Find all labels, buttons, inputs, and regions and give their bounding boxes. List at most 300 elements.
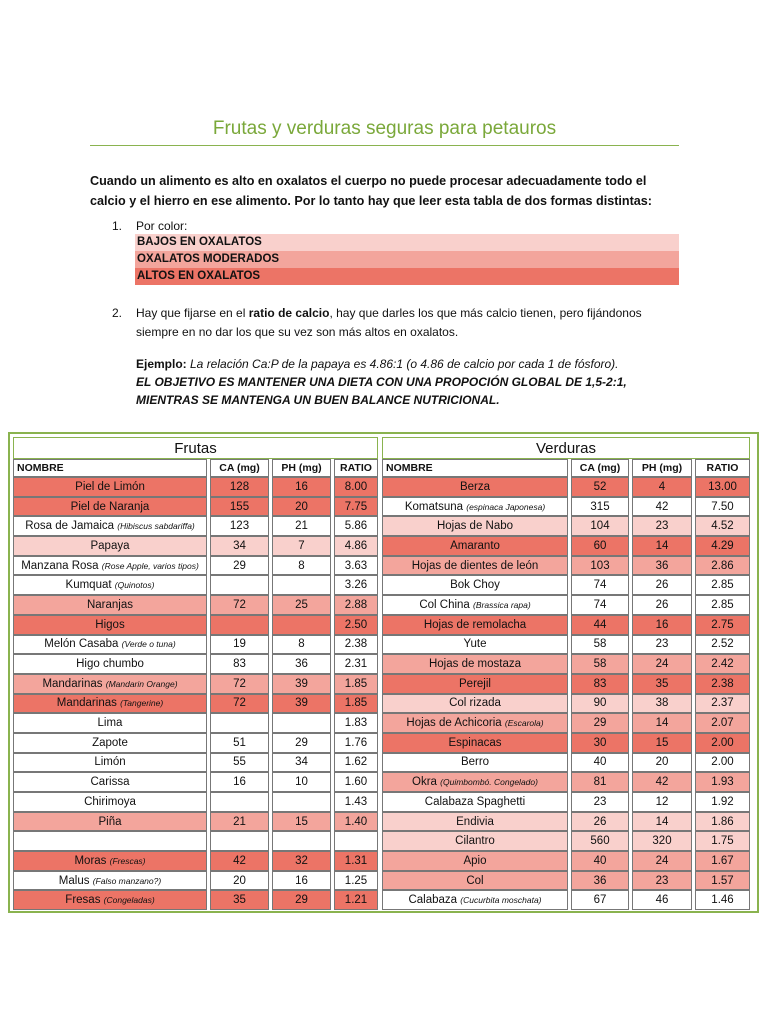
row-ratio: 2.52 [695, 635, 750, 655]
table-row [382, 831, 750, 851]
row-name-cell [13, 694, 207, 714]
row-ca: 44 [571, 615, 629, 635]
row-scientific-note: (Cucurbita moschata) [460, 895, 542, 906]
row-ca: 67 [571, 890, 629, 910]
row-ratio: 1.57 [695, 871, 750, 891]
row-name: Higo chumbo [76, 658, 144, 671]
row-ca: 72 [210, 595, 269, 615]
row-name-cell [382, 516, 568, 536]
row-name-cell [382, 890, 568, 910]
row-name-cell [382, 595, 568, 615]
ratio-text-pre: Hay que fijarse en el [136, 306, 249, 320]
row-name: Zapote [92, 736, 128, 749]
table-row [382, 713, 750, 733]
row-ph: 23 [632, 516, 692, 536]
row-ratio: 2.50 [334, 615, 378, 635]
row-ratio: 8.00 [334, 477, 378, 497]
table-row [13, 812, 378, 832]
col-header-ph: PH (mg) [272, 459, 331, 477]
row-name: Calabaza Spaghetti [424, 795, 526, 808]
row-name-cell [382, 792, 568, 812]
row-ca: 123 [210, 516, 269, 536]
table-row [382, 694, 750, 714]
table-row [13, 615, 378, 635]
row-ph: 42 [632, 772, 692, 792]
row-ph: 8 [272, 635, 331, 655]
table-row [382, 753, 750, 773]
row-ca: 72 [210, 694, 269, 714]
row-name-cell [382, 556, 568, 576]
row-scientific-note: (Falso manzano?) [92, 875, 162, 886]
row-name: Papaya [90, 539, 130, 552]
row-ph: 32 [272, 851, 331, 871]
table-row [13, 733, 378, 753]
row-name: Bok Choy [450, 579, 500, 592]
row-ratio: 2.38 [695, 674, 750, 694]
row-ratio: 1.40 [334, 812, 378, 832]
row-scientific-note: (Frescas) [109, 855, 146, 866]
row-ca [210, 615, 269, 635]
row-ca [210, 713, 269, 733]
row-ratio: 4.29 [695, 536, 750, 556]
table-row [382, 871, 750, 891]
row-ca: 26 [571, 812, 629, 832]
row-name: Moras [74, 854, 107, 867]
table-row [382, 772, 750, 792]
row-name-cell [13, 654, 207, 674]
row-ph: 14 [632, 713, 692, 733]
table-row [382, 516, 750, 536]
row-ratio: 2.38 [334, 635, 378, 655]
row-scientific-note: (espinaca Japonesa) [466, 501, 546, 512]
row-ca: 74 [571, 575, 629, 595]
row-name: Calabaza [408, 894, 458, 907]
row-ca: 36 [571, 871, 629, 891]
row-ratio: 1.76 [334, 733, 378, 753]
row-ph: 42 [632, 497, 692, 517]
row-ca: 34 [210, 536, 269, 556]
row-ratio: 1.86 [695, 812, 750, 832]
row-ph: 36 [632, 556, 692, 576]
row-name-cell [13, 477, 207, 497]
table-row [13, 654, 378, 674]
row-ratio: 2.75 [695, 615, 750, 635]
row-ratio: 1.31 [334, 851, 378, 871]
row-name-cell [382, 831, 568, 851]
row-name-cell [382, 713, 568, 733]
table-row [13, 792, 378, 812]
table-row [13, 831, 378, 851]
table-row [13, 575, 378, 595]
row-name-cell [382, 733, 568, 753]
row-ca: 51 [210, 733, 269, 753]
row-ratio: 1.60 [334, 772, 378, 792]
example-label: Ejemplo: [136, 357, 187, 371]
row-name-cell [13, 713, 207, 733]
row-name-cell [382, 635, 568, 655]
row-name: Cilantro [455, 835, 495, 848]
row-ratio: 1.92 [695, 792, 750, 812]
row-ca: 103 [571, 556, 629, 576]
row-name: Col China [419, 598, 470, 611]
table-row [13, 477, 378, 497]
color-legend [135, 234, 679, 285]
row-name: Chirimoya [84, 795, 136, 808]
table-row [13, 871, 378, 891]
row-name: Col [466, 874, 484, 887]
table-row [13, 851, 378, 871]
row-name-cell [13, 871, 207, 891]
row-ca: 72 [210, 674, 269, 694]
row-ca: 315 [571, 497, 629, 517]
row-ratio: 1.75 [695, 831, 750, 851]
row-ca: 19 [210, 635, 269, 655]
row-ph: 15 [272, 812, 331, 832]
row-name-cell [13, 674, 207, 694]
row-name: Higos [95, 618, 125, 631]
table-row [382, 890, 750, 910]
row-ph: 20 [272, 497, 331, 517]
table-row [382, 674, 750, 694]
row-ratio [334, 831, 378, 851]
col-header-ph: PH (mg) [632, 459, 692, 477]
row-scientific-note: (Hibiscus sabdariffa) [117, 521, 195, 532]
row-ratio: 1.83 [334, 713, 378, 733]
row-ph: 26 [632, 575, 692, 595]
row-ca: 55 [210, 753, 269, 773]
row-ratio: 3.26 [334, 575, 378, 595]
legend-low-oxalates: BAJOS EN OXALATOS [135, 234, 679, 251]
table-row [382, 477, 750, 497]
table-row [382, 536, 750, 556]
row-ca [210, 575, 269, 595]
row-scientific-note: (Quinotos) [114, 580, 155, 591]
row-name-cell [13, 556, 207, 576]
row-ca: 104 [571, 516, 629, 536]
row-ratio: 1.85 [334, 674, 378, 694]
row-ratio: 1.25 [334, 871, 378, 891]
table-row [13, 674, 378, 694]
table-row [13, 595, 378, 615]
row-name: Endivia [456, 815, 494, 828]
row-name: Kumquat [65, 579, 112, 592]
row-name: Hojas de dientes de león [411, 559, 539, 572]
row-scientific-note: (Congeladas) [103, 895, 155, 906]
row-ca: 155 [210, 497, 269, 517]
row-name: Piña [98, 815, 122, 828]
row-ca: 83 [210, 654, 269, 674]
row-ratio: 1.62 [334, 753, 378, 773]
frutas-title: Frutas [13, 437, 378, 459]
row-ph: 39 [272, 694, 331, 714]
row-ph: 46 [632, 890, 692, 910]
row-ca [210, 792, 269, 812]
tables-frame [8, 432, 759, 913]
row-name: Limón [94, 756, 126, 769]
row-name-cell [13, 812, 207, 832]
row-ratio: 1.93 [695, 772, 750, 792]
row-name: Berza [459, 480, 491, 493]
row-ratio: 7.75 [334, 497, 378, 517]
row-ratio: 2.88 [334, 595, 378, 615]
row-name-cell [13, 831, 207, 851]
row-name-cell [382, 871, 568, 891]
table-row [382, 792, 750, 812]
row-ph: 14 [632, 812, 692, 832]
row-ph: 10 [272, 772, 331, 792]
row-name: Carissa [90, 776, 130, 789]
row-ph: 14 [632, 536, 692, 556]
row-ph: 20 [632, 753, 692, 773]
table-row [13, 713, 378, 733]
row-name-cell [13, 575, 207, 595]
row-name: Piel de Limón [75, 480, 145, 493]
row-name-cell [13, 536, 207, 556]
table-row [382, 851, 750, 871]
row-ca: 30 [571, 733, 629, 753]
table-row [13, 890, 378, 910]
row-ratio: 7.50 [695, 497, 750, 517]
row-name-cell [13, 595, 207, 615]
row-ca: 58 [571, 635, 629, 655]
row-ph [272, 615, 331, 635]
row-ratio: 1.46 [695, 890, 750, 910]
verduras-table [379, 437, 753, 910]
row-name: Hojas de remolacha [423, 618, 527, 631]
row-ca: 40 [571, 753, 629, 773]
page-title: Frutas y verduras seguras para petauros [212, 118, 557, 139]
legend-high-oxalates: ALTOS EN OXALATOS [135, 268, 679, 285]
table-row [13, 772, 378, 792]
row-ph: 21 [272, 516, 331, 536]
row-scientific-note: (Rose Apple, varios tipos) [101, 560, 199, 571]
row-ca: 90 [571, 694, 629, 714]
row-name: Manzana Rosa [21, 559, 99, 572]
col-header-ratio: RATIO [334, 459, 378, 477]
row-ratio: 1.67 [695, 851, 750, 871]
table-row [382, 615, 750, 635]
col-header-ca: CA (mg) [571, 459, 629, 477]
row-ca: 128 [210, 477, 269, 497]
table-row [382, 812, 750, 832]
list-item-ratio [112, 304, 682, 342]
table-row [382, 733, 750, 753]
row-name: Lima [97, 717, 123, 730]
row-ph: 36 [272, 654, 331, 674]
verduras-title: Verduras [382, 437, 750, 459]
row-name: Fresas [65, 894, 101, 907]
row-scientific-note: (Verde o tuna) [121, 639, 176, 650]
row-ca: 560 [571, 831, 629, 851]
row-scientific-note: (Mandarin Orange) [105, 678, 178, 689]
row-ph: 16 [632, 615, 692, 635]
row-ph: 8 [272, 556, 331, 576]
row-name: Espinacas [448, 736, 502, 749]
row-ca: 52 [571, 477, 629, 497]
row-ph: 39 [272, 674, 331, 694]
list-number: 2. [112, 306, 123, 320]
row-ph: 35 [632, 674, 692, 694]
row-ca: 60 [571, 536, 629, 556]
row-name-cell [382, 812, 568, 832]
row-ratio: 2.31 [334, 654, 378, 674]
row-name: Mandarinas [42, 677, 103, 690]
title-divider [90, 145, 679, 146]
row-name-cell [13, 497, 207, 517]
row-ph: 23 [632, 871, 692, 891]
row-ph [272, 792, 331, 812]
row-ph: 16 [272, 871, 331, 891]
row-ratio: 1.43 [334, 792, 378, 812]
row-ca: 20 [210, 871, 269, 891]
table-row [13, 516, 378, 536]
row-ph: 34 [272, 753, 331, 773]
row-scientific-note: (Tangerine) [120, 698, 164, 709]
row-name-cell [13, 635, 207, 655]
row-ph [272, 831, 331, 851]
row-name: Naranjas [86, 598, 134, 611]
list-number: 1. [112, 219, 123, 233]
row-ca: 23 [571, 792, 629, 812]
row-name-cell [382, 694, 568, 714]
row-name-cell [382, 654, 568, 674]
row-name-cell [13, 772, 207, 792]
table-row [13, 536, 378, 556]
row-ratio: 2.07 [695, 713, 750, 733]
row-name-cell [382, 536, 568, 556]
row-ca: 74 [571, 595, 629, 615]
row-ca: 58 [571, 654, 629, 674]
row-scientific-note: (Brassica rapa) [473, 599, 531, 610]
row-name: Perejil [459, 677, 491, 690]
row-ph: 24 [632, 654, 692, 674]
row-ph [272, 575, 331, 595]
row-ph: 26 [632, 595, 692, 615]
ratio-text-post: , hay que darles los que más calcio tienen, pero fijándonos siempre en no dar los que su vez son más altos en oxalatos. [136, 306, 642, 339]
row-ratio: 2.37 [695, 694, 750, 714]
row-name-cell [13, 890, 207, 910]
col-header-ratio: RATIO [695, 459, 750, 477]
table-row [382, 595, 750, 615]
row-name-cell [382, 575, 568, 595]
row-name: Col rizada [449, 697, 501, 710]
row-ca: 81 [571, 772, 629, 792]
row-ph: 25 [272, 595, 331, 615]
row-ratio: 1.85 [334, 694, 378, 714]
row-name: Rosa de Jamaica [25, 520, 115, 533]
row-ph: 7 [272, 536, 331, 556]
row-scientific-note: (Escarola) [504, 718, 544, 729]
row-ratio: 5.86 [334, 516, 378, 536]
row-name-cell [382, 674, 568, 694]
row-ca: 29 [571, 713, 629, 733]
row-ca: 21 [210, 812, 269, 832]
row-name-cell [13, 753, 207, 773]
row-name-cell [382, 772, 568, 792]
objective-text: EL OBJETIVO ES MANTENER UNA DIETA CON UNA PROPOCIÓN GLOBAL DE 1,5-2:1, MIENTRAS SE MANTENGA UN BUEN BALANCE NUTRICIONAL. [136, 375, 627, 407]
row-name: Hojas de Achicoria [406, 717, 502, 730]
table-row [13, 753, 378, 773]
col-header-name: NOMBRE [382, 459, 568, 477]
row-ca: 16 [210, 772, 269, 792]
row-ca: 29 [210, 556, 269, 576]
table-row [13, 635, 378, 655]
row-name: Okra [412, 776, 437, 789]
row-name: Hojas de mostaza [428, 658, 522, 671]
table-row [13, 556, 378, 576]
list-label: Por color: [136, 219, 188, 233]
row-ph: 12 [632, 792, 692, 812]
example-relation: La relación Ca:P de la papaya es 4.86:1 (o 4.86 de calcio por cada 1 de fósforo). [186, 357, 619, 371]
row-name-cell [13, 516, 207, 536]
row-name-cell [382, 497, 568, 517]
row-ph: 29 [272, 890, 331, 910]
legend-moderate-oxalates: OXALATOS MODERADOS [135, 251, 679, 268]
row-ca: 35 [210, 890, 269, 910]
row-ph: 29 [272, 733, 331, 753]
row-ph: 38 [632, 694, 692, 714]
row-name-cell [382, 753, 568, 773]
row-ratio: 3.63 [334, 556, 378, 576]
row-ph: 23 [632, 635, 692, 655]
table-row [13, 497, 378, 517]
ratio-paragraph [136, 304, 682, 342]
row-ratio: 2.00 [695, 733, 750, 753]
col-header-ca: CA (mg) [210, 459, 269, 477]
row-ratio: 2.85 [695, 595, 750, 615]
row-ratio: 2.42 [695, 654, 750, 674]
row-name: Piel de Naranja [70, 500, 150, 513]
table-row [382, 556, 750, 576]
row-ca [210, 831, 269, 851]
row-ph: 320 [632, 831, 692, 851]
intro-paragraph: Cuando un alimento es alto en oxalatos el cuerpo no puede procesar adecuadamente todo el calcio y el hierro en ese alimento. Por lo tanto hay que leer esta tabla de dos formas distintas: [90, 174, 652, 208]
row-name-cell [382, 615, 568, 635]
row-ph [272, 713, 331, 733]
table-row [382, 635, 750, 655]
row-ca: 42 [210, 851, 269, 871]
table-row [382, 497, 750, 517]
example-block [136, 355, 681, 409]
row-scientific-note: (Quimbombó. Congelado) [440, 777, 538, 788]
row-ratio: 4.52 [695, 516, 750, 536]
row-name-cell [382, 477, 568, 497]
row-name-cell [13, 851, 207, 871]
row-ratio: 4.86 [334, 536, 378, 556]
row-ratio: 2.85 [695, 575, 750, 595]
table-row [382, 654, 750, 674]
frutas-table [10, 437, 381, 910]
col-header-name: NOMBRE [13, 459, 207, 477]
row-ca: 83 [571, 674, 629, 694]
row-name: Mandarinas [56, 697, 117, 710]
row-ph: 15 [632, 733, 692, 753]
row-name-cell [13, 733, 207, 753]
row-ph: 24 [632, 851, 692, 871]
ratio-text-bold: ratio de calcio [248, 306, 330, 320]
row-name: Melón Casaba [44, 638, 119, 651]
row-name-cell [382, 851, 568, 871]
table-row [13, 694, 378, 714]
row-ca: 40 [571, 851, 629, 871]
row-ph: 4 [632, 477, 692, 497]
row-name: Berro [460, 756, 490, 769]
row-ratio: 2.00 [695, 753, 750, 773]
row-name: Apio [463, 854, 487, 867]
row-name: Malus [58, 874, 90, 887]
row-name-cell [13, 615, 207, 635]
row-name: Komatsuna [404, 500, 464, 513]
